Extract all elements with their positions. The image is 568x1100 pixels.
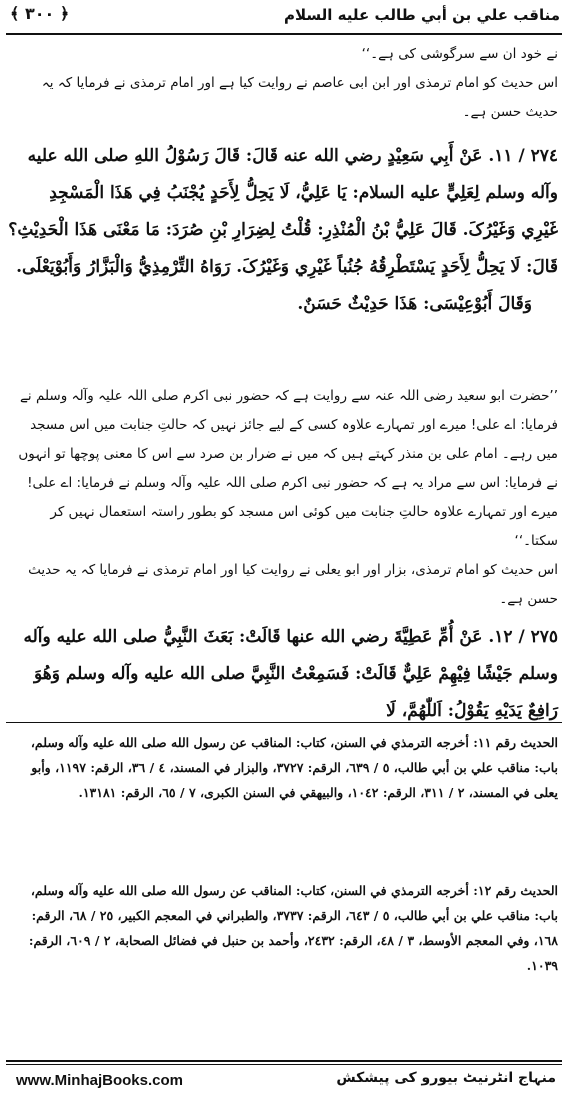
arabic-hadith-275: ٢٧٥ / ١٢. عَنْ أُمِّ عَطِيَّةَ رضي الله عنها قَالَتْ: بَعَثَ النَّبِيُّ صلى الله عليه وآله وسلم جَيْشًا فِيْهِمْ عَلِيٌّ قَالَتْ: فَسَمِعْتُ النَّبِيَّ صلى الله عليه وآله وسلم وَهُوَ رَافِعٌ يَدَيْهِ يَقُوْلُ: اَللّٰهُمَّ، لَا: [23, 627, 558, 721]
page-header: [6, 4, 560, 30]
running-title: مناقب علي بن أبي طالب عليه السلام: [284, 6, 560, 24]
footnote-separator: [6, 722, 562, 723]
website-link[interactable]: www.MinhajBooks.com: [16, 1072, 183, 1089]
footnote-12: الحديث رقم ١٢: أخرجه الترمذي في السنن، كتاب: المناقب عن رسول الله صلى الله عليه وآله وسلم، باب: مناقب علي بن أبي طالب، ٥ / ٦٤٣، الرقم: ٣٧٣٧، والطبراني في المعجم الكبير، ٢٥ / ٦٨، الرقم: ١٦٨، وفي المعجم الأوسط، ٣ / ٤٨، الرقم: ٢٤٣٢، وأحمد بن حنبل في فضائل الصحابة، ٢ / ٦٠٩، الرقم: ١٠٣٩.: [28, 883, 558, 973]
page-footer: [6, 1064, 562, 1100]
footnote-11: الحديث رقم ١١: أخرجه الترمذي في السنن، كتاب: المناقب عن رسول الله صلى الله عليه وآله وسلم، باب: مناقب علي بن أبي طالب، ٥ / ٦٣٩، الرقم: ٣٧٢٧، والبزار في المسند، ٤ / ٣٦، الرقم: ١١٩٧، وأبو يعلى في المسند، ٢ / ٣١١، الرقم: ١٠٤٢، والبيهقي في السنن الكبرى، ٧ / ٦٥، الرقم: ١٣١٨١.: [30, 735, 558, 800]
urdu-translation-274: ’’حضرت ابو سعید رضی اللہ عنہ سے روایت ہے کہ حضور نبی اکرم صلی اللہ علیہ وآلہ وسلم نے فرمایا: اے علی! میرے اور تمہارے علاوہ کسی کے لیے جائز نہیں کہ حالتِ جنابت میں اس مسجد میں رہے۔ امام علی بن منذر کہتے ہیں کہ میں نے ضرار بن صرد سے اس کا معنی پوچھا تو انہوں نے فرمایا: اس سے مراد یہ ہے کہ حضور نبی اکرم صلی اللہ علیہ وآلہ وسلم نے فرمایا: اے علی! میرے اور تمہارے علاوہ حالتِ جنابت میں کوئی اس مسجد کو بطور راستہ استعمال نہیں کر سکتا۔‘‘ اس حدیث کو امام ترمذی، بزار اور ابو یعلی نے روایت کیا اور امام ترمذی نے فرمایا کہ یہ حدیث حسن ہے۔: [18, 388, 558, 607]
publisher-credit: منہاج انٹرنیٹ بیورو کی پیشکش: [336, 1070, 556, 1086]
page-number: ﴿ ٣٠٠ ﴾: [10, 4, 70, 23]
urdu-paragraph-intro: نے خود ان سے سرگوشی کی ہے۔‘‘ اس حدیث کو امام ترمذی اور ابن ابی عاصم نے روایت کیا ہے اور امام ترمذی نے فرمایا کہ یہ حدیث حسن ہے۔: [41, 46, 558, 120]
arabic-hadith-274: ٢٧٤ / ١١. عَنْ أَبِي سَعِيْدٍ رضي الله عنه قَالَ: قَالَ رَسُوْلُ اللهِ صلى الله عليه وآله وسلم لِعَلِيٍّ عليه السلام: يَا عَلِيُّ، لَا يَحِلُّ لِأَحَدٍ يُجْنَبُ فِي هَذَا الْمَسْجِدِ غَيْرِي وَغَيْرُکَ. قَالَ عَلِيُّ بْنُ الْمُنْذِرِ: قُلْتُ لِضِرَارِ بْنِ صُرَدَ: مَا مَعْنَى هَذَا الْحَدِيْثِ؟ قَالَ: لَا يَحِلُّ لِأَحَدٍ يَسْتَطْرِقُهُ جُنُباً غَيْرِي وَغَيْرُکَ. رَوَاهُ التِّرْمِذِيُّ وَالْبَزَّارُ وَأَبُوْيَعْلَى. وَقَالَ أَبُوْعِيْسَى: هَذَا حَدِيْثٌ حَسَنٌ.: [8, 146, 558, 314]
footer-rule: [6, 1060, 562, 1062]
header-rule: [6, 33, 562, 35]
